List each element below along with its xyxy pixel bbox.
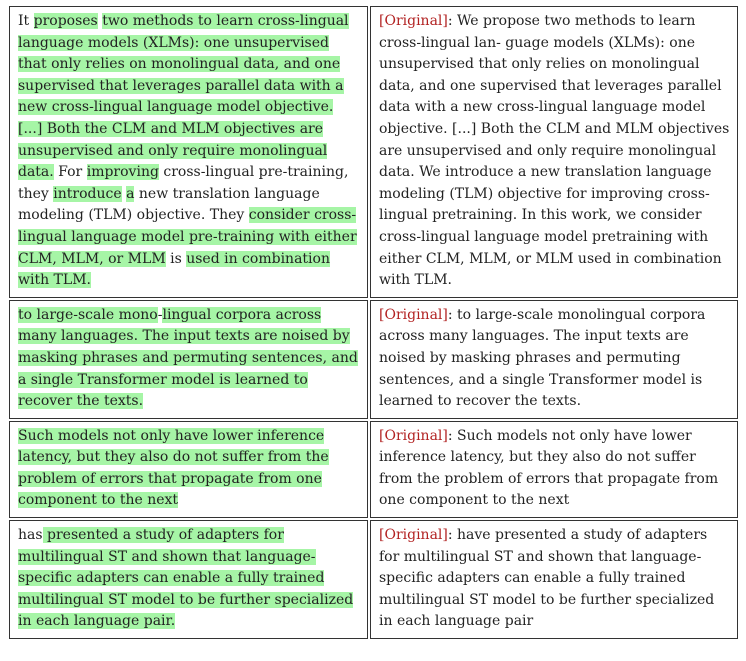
original-text: : Such models not only have lower inference latency, but they also do not suffer from the problem of errors that propagate from one component to the next: [379, 427, 719, 509]
text-segment: -: [157, 306, 163, 323]
table-row: [9, 421, 738, 518]
text-segment: cross-lingual pre-training, they: [18, 164, 349, 202]
highlighted-segment: introduce: [53, 185, 122, 202]
highlighted-segment: improving: [86, 164, 159, 181]
generated-text-cell: [9, 300, 368, 419]
table-row: [9, 520, 738, 639]
highlighted-segment: two methods to learn cross-lingual language models (XLMs): one unsupervised that only relies on monolingual data, and one supervised that leverages parallel data with a new cross-lingual language model objective. [...] Both the CLM and MLM objectives are unsupervised and only require monolingual data.: [18, 13, 349, 181]
table-row: [9, 300, 738, 419]
original-text-cell: [370, 6, 738, 298]
generated-text-cell: [9, 520, 368, 639]
highlighted-segment: lingual corpora across many languages. The input texts are noised by masking phrases and permuting sentences, and a single Transformer model is learned to recover the texts.: [18, 306, 358, 410]
table-row: [9, 6, 738, 298]
original-label: [Original]: [379, 306, 448, 323]
text-segment: It: [18, 13, 34, 29]
original-text: : to large-scale monolingual corpora across many languages. The input texts are noised by masking phrases and permuting sentences, and a single Transformer model is learned to recover the texts.: [379, 306, 706, 410]
text-segment: For: [53, 164, 87, 181]
original-text: : have presented a study of adapters for multilingual ST and shown that language-specific adapters can enable a fully trained multilingual ST model to be further specialized in each language pair: [379, 527, 715, 630]
original-text-cell: [370, 520, 738, 639]
original-text: : We propose two methods to learn cross-lingual lan- guage models (XLMs): one unsupervised that only relies on monolingual data, and one supervised that leverages parallel data with a new cross-lingual language model objective. [...] Both the CLM and MLM objectives are unsupervised and only require monolingual data. We introduce a new translation language modeling (TLM) objective for improving cross-lingual pretraining. In this work, we consider cross-lingual language model pretraining with either CLM, MLM, or MLM used in combination with TLM.: [379, 13, 730, 289]
highlighted-segment: consider cross-lingual language model pre-training with either CLM, MLM, or MLM: [18, 207, 357, 267]
original-text-cell: [370, 421, 738, 518]
highlighted-segment: presented a study of adapters for multilingual ST and shown that language-specific adapters can enable a fully trained multilingual ST model to be further specialized in each language pair.: [18, 527, 354, 630]
comparison-table: [7, 4, 740, 641]
highlighted-segment: to large-scale mono: [18, 306, 158, 323]
generated-text-cell: [9, 421, 368, 518]
text-segment: is: [165, 250, 187, 267]
original-text-cell: [370, 300, 738, 419]
original-label: [Original]: [379, 527, 448, 544]
highlighted-segment: Such models not only have lower inference latency, but they also do not suffer from the problem of errors that propagate from one component to the next: [18, 427, 329, 509]
original-label: [Original]: [379, 13, 448, 29]
text-segment: has: [18, 527, 43, 544]
generated-text-cell: [9, 6, 368, 298]
text-segment: new translation language modeling (TLM) objective. They: [18, 185, 320, 224]
highlighted-segment: proposes: [33, 13, 98, 29]
highlighted-segment: a: [126, 185, 135, 202]
original-label: [Original]: [379, 427, 448, 444]
highlighted-segment: used in combination with TLM.: [18, 250, 330, 289]
